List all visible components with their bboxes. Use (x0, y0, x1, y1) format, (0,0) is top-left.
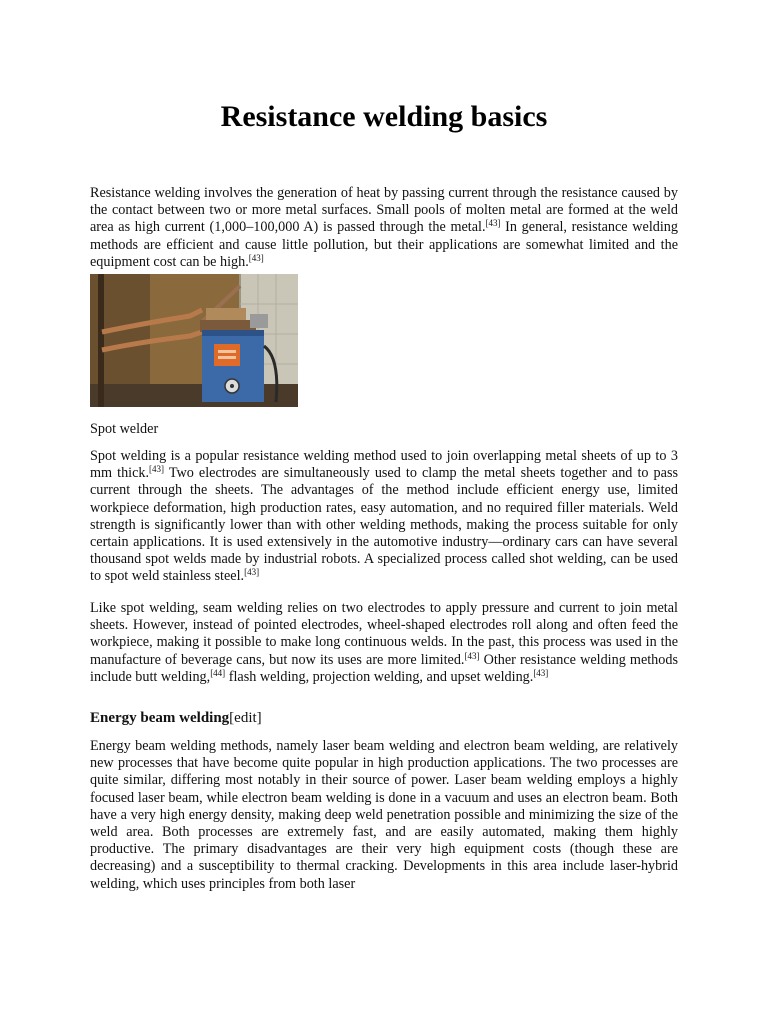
intro-paragraph (90, 185, 678, 271)
intro-text-2: In general, resistance welding methods are efficient and cause little pollution, but their applications are somewhat limited and the equipment cost can be high. (90, 219, 678, 270)
seam-welding-text: Like spot welding, seam welding relies on two electrodes to apply pressure and current to join metal sheets. However, instead of pointed electrodes, wheel-shaped electrodes roll along and often feed the workpiece, making it possible to make long continuous welds. In the past, this process was used in the manufacture of beverage cans, but now its uses are more limited. (90, 600, 678, 668)
intro-text: Resistance welding involves the generation of heat by passing current through the resistance caused by the contact between two or more metal surfaces. Small pools of molten metal are formed at the weld area as high current (1,000–100,000 A) is passed through the metal. (90, 185, 678, 236)
section-heading (90, 710, 262, 727)
seam-welding-text-2: Other resistance welding methods include butt welding, (90, 651, 678, 685)
citation-link[interactable]: [43] (485, 218, 501, 229)
edit-link[interactable]: [edit] (229, 710, 262, 726)
spot-welding-paragraph (90, 448, 678, 586)
citation-link[interactable]: [44] (210, 667, 226, 678)
citation-link[interactable]: [43] (464, 650, 480, 661)
spot-welding-text-2: Two electrodes are simultaneously used to clamp the metal sheets together and to pass current through the sheets. The advantages of the method include efficient energy use, limited workpiece deformation, high production rates, easy automation, and no required filler materials. Weld strength is significantly lower than with other welding methods, making the process suitable for only certain applications. It is used extensively in the automotive industry—ordinary cars can have several thousand spot welds made by industrial robots. A specialized process called shot welding, can be used to spot weld stainless steel. (90, 465, 678, 585)
citation-link[interactable]: [43] (149, 464, 165, 475)
citation-link[interactable]: [43] (248, 252, 264, 263)
spot-welder-photo (90, 274, 298, 407)
section-title: Energy beam welding (90, 710, 230, 726)
page-title: Resistance welding basics (220, 100, 548, 133)
figure-caption: Spot welder (90, 421, 159, 437)
energy-beam-text: Energy beam welding methods, namely laser beam welding and electron beam welding, are relatively new processes that have become quite popular in high production applications. The two processes are quite similar, differing most notably in their source of power. Laser beam welding employs a highly focused laser beam, while electron beam welding is done in a vacuum and uses an electron beam. Both have a very high energy density, making deep weld penetration possible and minimizing the size of the weld area. Both processes are extremely fast, and are easily automated, making them highly productive. The primary disadvantages are their very high equipment costs (though these are decreasing) and a susceptibility to thermal cracking. Developments in this area include laser-hybrid welding, which uses principles from both laser (90, 738, 678, 892)
citation-link[interactable]: [43] (533, 667, 549, 678)
seam-welding-paragraph (90, 600, 678, 686)
citation-link[interactable]: [43] (244, 567, 260, 578)
energy-beam-paragraph (90, 738, 678, 893)
seam-welding-text-3: flash welding, projection welding, and upset welding. (225, 668, 534, 685)
spot-welding-text: Spot welding is a popular resistance welding method used to join overlapping metal sheets of up to 3 mm thick. (90, 448, 678, 482)
